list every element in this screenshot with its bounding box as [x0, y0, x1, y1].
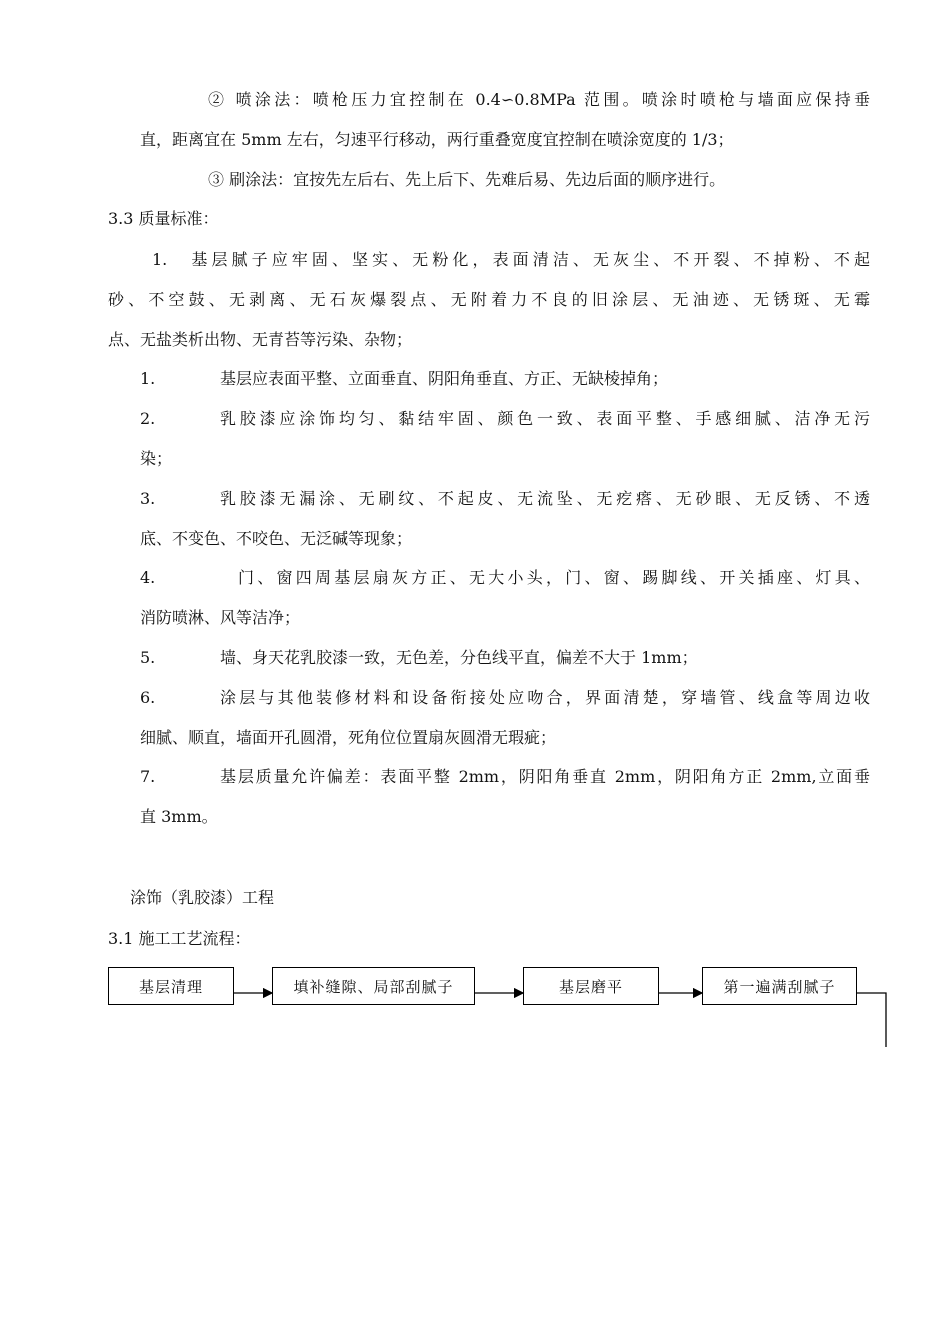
quality-item-5-number: 5.	[140, 648, 156, 667]
process-heading: 3.1 施工工艺流程：	[108, 929, 251, 948]
quality-item-6-text-line-1: 涂层与其他装修材料和设备衔接处应吻合，界面清楚，穿墙管、线盒等周边收	[220, 688, 870, 707]
flow-step-4: 第一遍满刮腻子	[702, 967, 857, 1005]
flow-step-3: 基层磨平	[523, 967, 659, 1005]
quality-item-6-text-line-2: 细腻、顺直，墙面开孔圆滑，死角位位置扇灰圆滑无瑕疵；	[140, 728, 557, 747]
quality-heading: 3.3 质量标准：	[108, 209, 219, 228]
quality-item-5-text: 墙、身天花乳胶漆一致，无色差，分色线平直，偏差不大于 1mm；	[220, 648, 698, 667]
quality-item-2-text-line-1: 乳胶漆应涂饰均匀、黏结牢固、颜色一致、表面平整、手感细腻、洁净无污	[220, 409, 870, 428]
quality-item-first-line-3: 点、无盐类析出物、无青苔等污染、杂物；	[108, 330, 413, 349]
quality-item-first-line-1: 1. 基层腻子应牢固、坚实、无粉化，表面清洁、无灰尘、不开裂、不掉粉、不起	[152, 250, 870, 269]
quality-item-1-text: 基层应表面平整、立面垂直、阴阳角垂直、方正、无缺棱掉角；	[220, 369, 669, 388]
quality-item-7-number: 7.	[140, 767, 156, 786]
brush-method: ③ 刷涂法：宜按先左后右、先上后下、先难后易、先边后面的顺序进行。	[208, 170, 726, 189]
quality-item-3-number: 3.	[140, 489, 156, 508]
quality-item-first-line-2: 砂、不空鼓、无剥离、无石灰爆裂点、无附着力不良的旧涂层、无油迹、无锈斑、无霉	[108, 290, 870, 309]
quality-item-7-text-line-2: 直 3mm。	[140, 807, 218, 826]
quality-item-3-text-line-2: 底、不变色、不咬色、无泛碱等现象；	[140, 529, 413, 548]
quality-item-3-text-line-1: 乳胶漆无漏涂、无刷纹、不起皮、无流坠、无疙瘩、无砂眼、无反锈、不透	[220, 489, 870, 508]
quality-item-2-text-line-2: 染；	[140, 449, 173, 468]
quality-item-6-number: 6.	[140, 688, 156, 707]
flow-step-2: 填补缝隙、局部刮腻子	[272, 967, 475, 1005]
quality-item-7-text-line-1: 基层质量允许偏差：表面平整 2mm，阴阳角垂直 2mm，阴阳角方正 2mm,立面垂	[220, 767, 870, 786]
quality-item-4-number: 4.	[140, 568, 156, 587]
flow-connector-down	[857, 993, 886, 1047]
spray-method-line-2: 直，距离宜在 5mm 左右，匀速平行移动，两行重叠宽度宜控制在喷涂宽度的 1/3；	[140, 130, 734, 149]
quality-item-4-text-line-1: 门、窗四周基层扇灰方正、无大小头，门、窗、踢脚线、开关插座、灯具、	[238, 568, 870, 587]
quality-item-1-number: 1.	[140, 369, 156, 388]
flow-step-1: 基层清理	[108, 967, 234, 1005]
quality-item-4-text-line-2: 消防喷淋、风等洁净；	[140, 608, 301, 627]
spray-method-line-1: ② 喷涂法：喷枪压力宜控制在 0.4∽0.8MPa 范围。喷涂时喷枪与墙面应保持垂	[208, 90, 870, 109]
section-title: 涂饰（乳胶漆）工程	[130, 888, 275, 907]
quality-item-2-number: 2.	[140, 409, 156, 428]
